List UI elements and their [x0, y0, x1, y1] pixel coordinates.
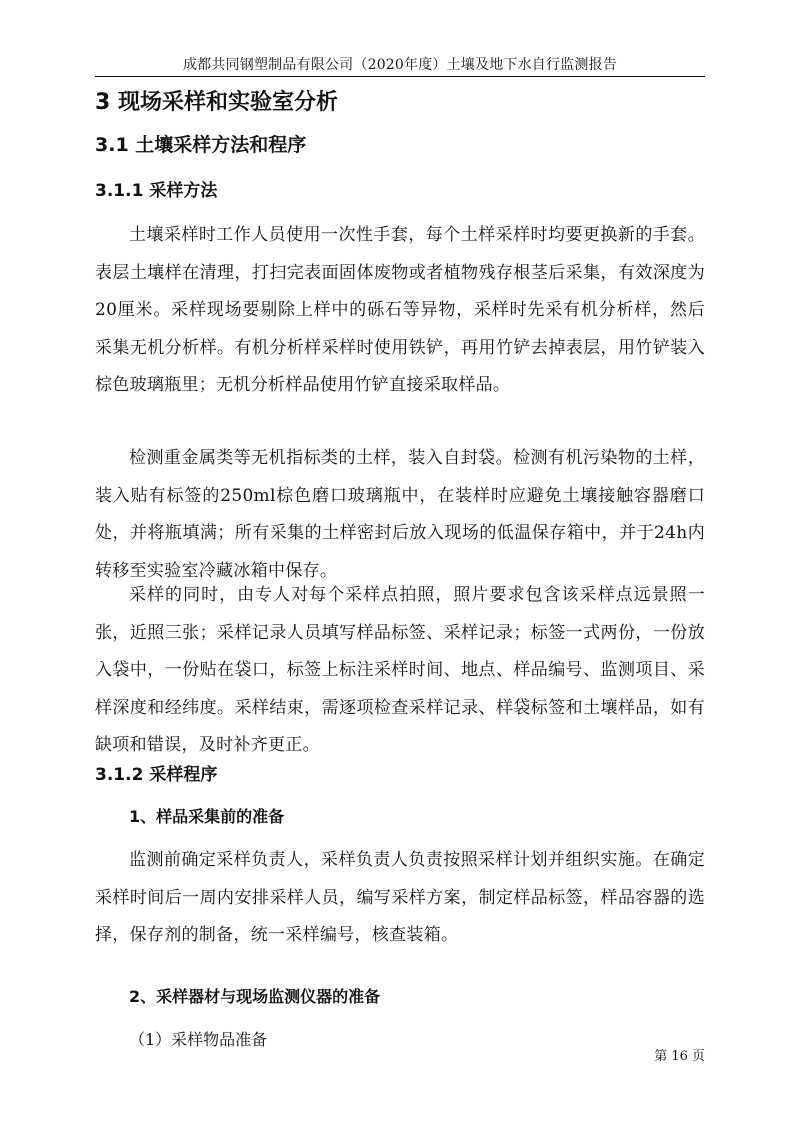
subsection-title-method: 3.1.1 采样方法	[95, 181, 218, 201]
subsection-title-procedure: 3.1.2 采样程序	[95, 765, 218, 785]
section-title: 3.1 土壤采样方法和程序	[95, 134, 307, 156]
step-1-title: 1、样品采集前的准备	[129, 807, 285, 826]
header-rule	[95, 76, 705, 77]
running-header: 成都共同钢塑制品有限公司（2020年度）土壤及地下水自行监测报告	[182, 57, 618, 73]
chapter-title: 3 现场采样和实验室分析	[95, 90, 338, 115]
method-paragraph-1: 土壤采样时工作人员使用一次性手套，每个土样采样时均要更换新的手套。表层土壤样在清理，打扫完表面固体废物或者植物残存根茎后采集，有效深度为20厘米。采样现场要剔除上样中的砾石等异物，采样时先采有机分析样，然后采集无机分析样。有机分析样采样时使用铁铲，再用竹铲去掉表层，用竹铲装入棕色玻璃瓶里；无机分析样品使用竹铲直接采取样品。	[95, 225, 705, 395]
step-2-title: 2、采样器材与现场监测仪器的准备	[129, 987, 381, 1006]
method-paragraph-3: 采样的同时，由专人对每个采样点拍照，照片要求包含该采样点远景照一张，近照三张；采样记录人员填写样品标签、采样记录；标签一式两份，一份放入袋中，一份贴在袋口，标签上标注采样时间、地点、样品编号、监测项目、采样深度和经纬度。采样结束，需逐项检查采样记录、样袋标签和土壤样品，如有缺项和错误，及时补齐更正。	[95, 585, 705, 755]
step-1-paragraph: 监测前确定采样负责人，采样负责人负责按照采样计划并组织实施。在确定采样时间后一周内安排采样人员，编写采样方案，制定样品标签，样品容器的选择，保存剂的制备，统一采样编号，核查装箱。	[95, 850, 705, 945]
method-paragraph-2: 检测重金属类等无机指标类的土样，装入自封袋。检测有机污染物的土样，装入贴有标签的250ml棕色磨口玻璃瓶中，在装样时应避免土壤接触容器磨口处，并将瓶填满；所有采集的土样密封后放入现场的低温保存箱中，并于24h内转移至实验室冷藏冰箱中保存。	[95, 448, 705, 581]
step-2-item-1: （1）采样物品准备	[129, 1030, 268, 1049]
page-number: 第 16 页	[654, 1049, 705, 1064]
